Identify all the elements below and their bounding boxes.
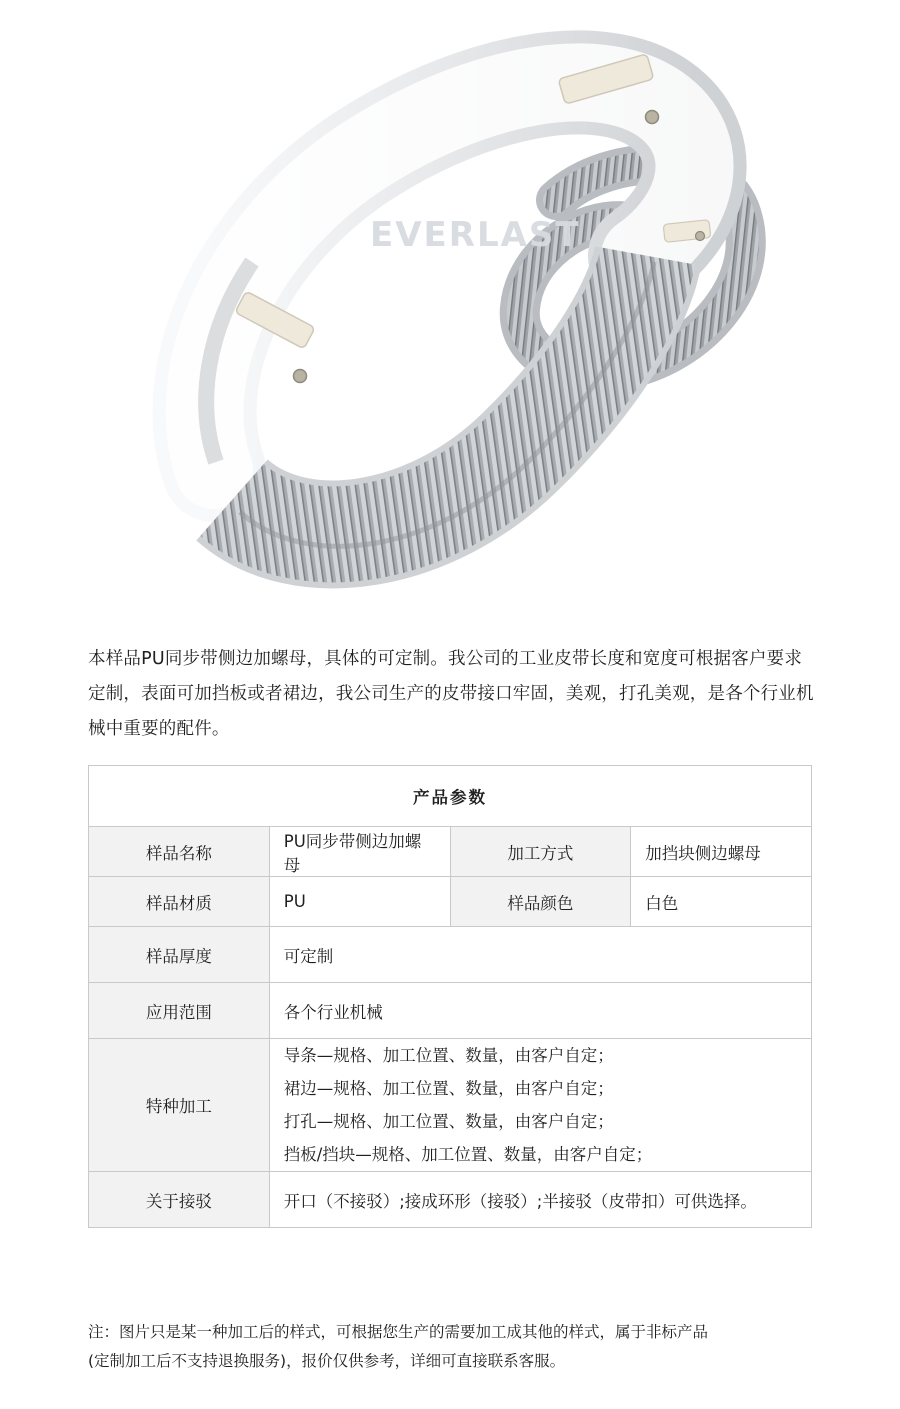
- row-value-process-method: 加挡块侧边螺母: [631, 827, 812, 877]
- row-value-thickness: 可定制: [269, 927, 811, 983]
- row-label-sample-name: 样品名称: [89, 827, 270, 877]
- footer-note: [88, 1318, 818, 1376]
- row-value-joint: 开口（不接驳）;接成环形（接驳）;半接驳（皮带扣）可供选择。: [269, 1172, 811, 1228]
- special-line-1: 导条—规格、加工位置、数量，由客户自定；: [283, 1046, 614, 1065]
- table-row: [89, 1172, 812, 1228]
- row-label-thickness: 样品厚度: [89, 927, 270, 983]
- timing-belt-illustration: [0, 0, 900, 600]
- watermark-text: EVERLAST: [370, 215, 581, 255]
- row-value-material: PU: [269, 877, 450, 927]
- row-label-color: 样品颜色: [450, 877, 631, 927]
- special-line-3: 打孔—规格、加工位置、数量，由客户自定；: [283, 1112, 614, 1131]
- footer-note-line-2: (定制加工后不支持退换服务)，报价仅供参考，详细可直接联系客服。: [88, 1352, 566, 1370]
- table-row: [89, 927, 812, 983]
- row-value-application: 各个行业机械: [269, 983, 811, 1039]
- table-row-special: [89, 1039, 812, 1172]
- row-value-sample-name: PU同步带侧边加螺母: [269, 827, 450, 877]
- row-label-joint: 关于接驳: [89, 1172, 270, 1228]
- row-value-color: 白色: [631, 877, 812, 927]
- table-row: [89, 983, 812, 1039]
- product-description: 本样品PU同步带侧边加螺母，具体的可定制。我公司的工业皮带长度和宽度可根据客户要求定制，表面可加挡板或者裙边，我公司生产的皮带接口牢固，美观，打孔美观，是各个行业机械中重要的配件。: [88, 648, 814, 739]
- table-row: [89, 877, 812, 927]
- product-parameters-table: [88, 765, 812, 1228]
- belt-teeth-band: [232, 256, 654, 546]
- table-title: 产品参数: [89, 766, 812, 827]
- row-label-material: 样品材质: [89, 877, 270, 927]
- table-row: [89, 827, 812, 877]
- row-label-special-process: 特种加工: [89, 1039, 270, 1172]
- special-line-2: 裙边—规格、加工位置、数量，由客户自定；: [283, 1079, 614, 1098]
- product-photo: [0, 0, 900, 600]
- footer-note-line-1: 注：图片只是某一种加工后的样式，可根据您生产的需要加工成其他的样式，属于非标产品: [88, 1323, 709, 1341]
- row-label-process-method: 加工方式: [450, 827, 631, 877]
- special-line-4: 挡板/挡块—规格、加工位置、数量，由客户自定；: [283, 1145, 653, 1164]
- row-value-special-process: [269, 1039, 811, 1172]
- row-label-application: 应用范围: [89, 983, 270, 1039]
